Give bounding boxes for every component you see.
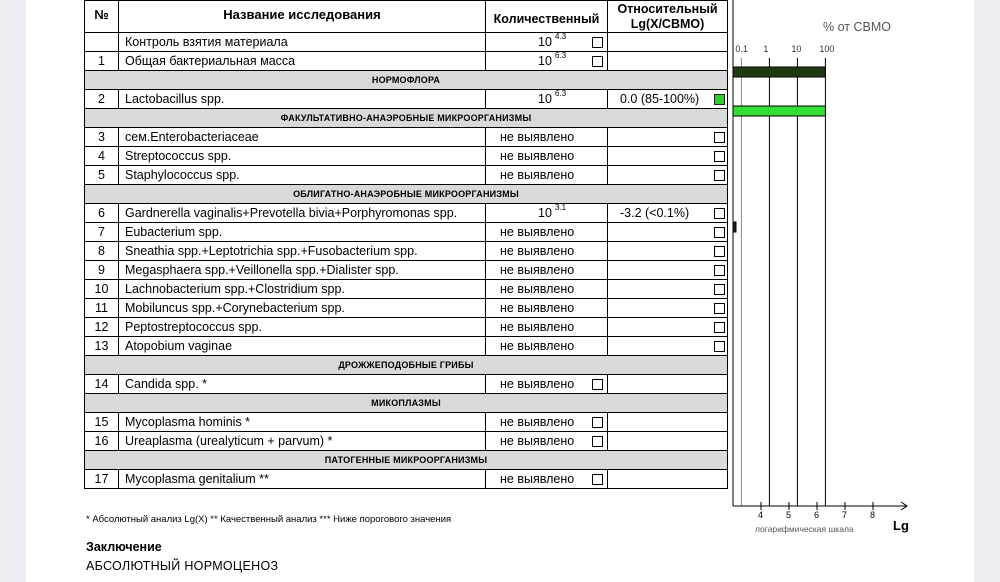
quantity-cell <box>486 223 608 242</box>
quantity-base: 10 <box>538 35 552 49</box>
chart-bar <box>733 106 825 116</box>
section-title: ПАТОГЕННЫЕ МИКРООРГАНИЗМЫ <box>85 451 728 470</box>
quantity-text: не выявлено <box>500 282 575 296</box>
results-table <box>84 0 728 489</box>
chart-bar <box>733 67 825 77</box>
conclusion-title: Заключение <box>86 540 162 554</box>
quantity-base: 10 <box>538 54 552 68</box>
quantity-text: не выявлено <box>500 472 575 486</box>
section-title: ДРОЖЖЕПОДОБНЫЕ ГРИБЫ <box>85 356 728 375</box>
relative-cell <box>608 128 728 147</box>
relative-text: -3.2 (<0.1%) <box>620 206 690 220</box>
quantity-exponent: 3.1 <box>555 203 567 212</box>
row-number: 5 <box>85 166 119 185</box>
section-title: МИКОПЛАЗМЫ <box>85 394 728 413</box>
col-header-name: Название исследования <box>119 1 486 33</box>
result-checkbox <box>592 474 603 485</box>
row-number: 9 <box>85 261 119 280</box>
result-checkbox <box>592 37 603 48</box>
quantity-exponent: 6.3 <box>555 51 567 60</box>
quantity-text: не выявлено <box>500 244 575 258</box>
chart-top-tick-label: 10 <box>791 44 802 54</box>
table-row <box>85 147 728 166</box>
col-header-quantity: Количественный <box>486 1 608 33</box>
result-checkbox <box>714 322 725 333</box>
section-row <box>85 356 728 375</box>
row-name: Eubacterium spp. <box>119 223 486 242</box>
row-name: Megasphaera spp.+Veillonella spp.+Dialister spp. <box>119 261 486 280</box>
quantity-text: не выявлено <box>500 149 575 163</box>
row-name: Gardnerella vaginalis+Prevotella bivia+Porphyromonas spp. <box>119 204 486 223</box>
relative-cell <box>608 261 728 280</box>
table-row <box>85 375 728 394</box>
result-checkbox <box>714 94 725 105</box>
quantity-base: 10 <box>538 92 552 106</box>
row-name: Mycoplasma genitalium ** <box>119 470 486 489</box>
section-row <box>85 451 728 470</box>
section-title: НОРМОФЛОРА <box>85 71 728 90</box>
chart-x-caption: логарифмическая шкала <box>755 524 854 534</box>
quantity-text: не выявлено <box>500 434 575 448</box>
table-row <box>85 242 728 261</box>
result-checkbox <box>714 341 725 352</box>
result-checkbox <box>714 303 725 314</box>
relative-cell <box>608 432 728 451</box>
row-name: Ureaplasma (urealyticum + parvum) * <box>119 432 486 451</box>
row-name: Sneathia spp.+Leptotrichia spp.+Fusobacterium spp. <box>119 242 486 261</box>
chart-top-tick-label: 100 <box>819 44 835 54</box>
quantity-text: не выявлено <box>500 377 575 391</box>
quantity-cell <box>486 33 608 52</box>
row-number: 10 <box>85 280 119 299</box>
chart-x-tick-label: 5 <box>786 510 792 520</box>
row-number: 2 <box>85 90 119 109</box>
result-checkbox <box>714 265 725 276</box>
chart-bar <box>733 222 736 232</box>
quantity-base: 10 <box>538 206 552 220</box>
quantity-text: не выявлено <box>500 320 575 334</box>
row-name: Lachnobacterium spp.+Clostridium spp. <box>119 280 486 299</box>
chart-x-tick-label: 8 <box>870 510 876 520</box>
quantity-cell <box>486 128 608 147</box>
quantity-exponent: 4.3 <box>555 32 567 41</box>
table-row <box>85 128 728 147</box>
row-number: 16 <box>85 432 119 451</box>
section-row <box>85 109 728 128</box>
row-name: Mycoplasma hominis * <box>119 413 486 432</box>
row-name: Staphylococcus spp. <box>119 166 486 185</box>
relative-cell <box>608 204 728 223</box>
row-name: Lactobacillus spp. <box>119 90 486 109</box>
section-row <box>85 394 728 413</box>
quantity-cell <box>486 242 608 261</box>
table-row <box>85 33 728 52</box>
quantity-cell <box>486 204 608 223</box>
quantity-text: не выявлено <box>500 130 575 144</box>
quantity-cell <box>486 318 608 337</box>
quantity-text: не выявлено <box>500 415 575 429</box>
result-checkbox <box>714 208 725 219</box>
quantity-cell <box>486 299 608 318</box>
relative-cell <box>608 242 728 261</box>
relative-cell <box>608 299 728 318</box>
row-number: 6 <box>85 204 119 223</box>
chart-xlabel: Lg <box>893 518 909 533</box>
section-title: ФАКУЛЬТАТИВНО-АНАЭРОБНЫЕ МИКРООРГАНИЗМЫ <box>85 109 728 128</box>
row-name: Candida spp. * <box>119 375 486 394</box>
table-row <box>85 413 728 432</box>
chart-top-tick-label: 1 <box>763 44 769 54</box>
table-row <box>85 223 728 242</box>
col-header-relative-line2: Lg(X/СВМО) <box>630 16 705 31</box>
quantity-cell <box>486 413 608 432</box>
quantity-cell <box>486 261 608 280</box>
row-number: 17 <box>85 470 119 489</box>
row-number: 15 <box>85 413 119 432</box>
result-checkbox <box>714 246 725 257</box>
quantity-exponent: 6.3 <box>555 89 567 98</box>
chart-x-tick-label: 7 <box>842 510 848 520</box>
conclusion-text: АБСОЛЮТНЫЙ НОРМОЦЕНОЗ <box>86 559 279 573</box>
result-checkbox <box>592 379 603 390</box>
row-number: 11 <box>85 299 119 318</box>
table-row <box>85 337 728 356</box>
row-number: 12 <box>85 318 119 337</box>
relative-cell <box>608 166 728 185</box>
table-row <box>85 280 728 299</box>
result-checkbox <box>592 417 603 428</box>
row-number: 1 <box>85 52 119 71</box>
quantity-cell <box>486 375 608 394</box>
row-name: Atopobium vaginae <box>119 337 486 356</box>
row-name: сем.Enterobacteriaceae <box>119 128 486 147</box>
result-checkbox <box>714 170 725 181</box>
quantity-cell <box>486 280 608 299</box>
quantity-text: не выявлено <box>500 168 575 182</box>
result-checkbox <box>714 151 725 162</box>
row-name: Общая бактериальная масса <box>119 52 486 71</box>
relative-cell <box>608 318 728 337</box>
chart-title: % от СВМО <box>823 20 891 34</box>
chart-x-tick-label: 4 <box>758 510 764 520</box>
table-row <box>85 318 728 337</box>
row-number: 14 <box>85 375 119 394</box>
relative-cell <box>608 90 728 109</box>
relative-cell <box>608 413 728 432</box>
relative-cell <box>608 470 728 489</box>
result-checkbox <box>714 284 725 295</box>
table-row <box>85 204 728 223</box>
quantity-text: не выявлено <box>500 301 575 315</box>
quantity-cell <box>486 166 608 185</box>
col-header-relative-line1: Относительный <box>617 1 718 16</box>
result-checkbox <box>592 56 603 67</box>
result-checkbox <box>714 132 725 143</box>
row-number: 13 <box>85 337 119 356</box>
relative-cell <box>608 52 728 71</box>
table-row <box>85 470 728 489</box>
relative-cell <box>608 337 728 356</box>
row-name: Peptostreptococcus spp. <box>119 318 486 337</box>
row-number: 3 <box>85 128 119 147</box>
relative-cell <box>608 147 728 166</box>
quantity-cell <box>486 52 608 71</box>
chart-x-tick-label: 6 <box>814 510 820 520</box>
quantity-text: не выявлено <box>500 225 575 239</box>
row-number: 4 <box>85 147 119 166</box>
quantity-cell <box>486 90 608 109</box>
quantity-text: не выявлено <box>500 263 575 277</box>
quantity-cell <box>486 337 608 356</box>
table-row <box>85 52 728 71</box>
relative-chart <box>731 0 931 540</box>
quantity-text: не выявлено <box>500 339 575 353</box>
section-row <box>85 185 728 204</box>
section-row <box>85 71 728 90</box>
col-header-relative <box>608 1 728 33</box>
table-row <box>85 166 728 185</box>
quantity-cell <box>486 147 608 166</box>
relative-cell <box>608 223 728 242</box>
relative-text: 0.0 (85-100%) <box>620 92 700 106</box>
results-body <box>85 33 728 489</box>
table-row <box>85 299 728 318</box>
section-title: ОБЛИГАТНО-АНАЭРОБНЫЕ МИКРООРГАНИЗМЫ <box>85 185 728 204</box>
row-name: Mobiluncus spp.+Corynebacterium spp. <box>119 299 486 318</box>
result-checkbox <box>592 436 603 447</box>
relative-cell <box>608 33 728 52</box>
relative-cell <box>608 375 728 394</box>
row-number: 7 <box>85 223 119 242</box>
col-header-num: № <box>85 1 119 33</box>
table-row <box>85 90 728 109</box>
table-row <box>85 432 728 451</box>
chart-top-tick-label: 0.1 <box>735 44 748 54</box>
relative-cell <box>608 280 728 299</box>
quantity-cell <box>486 470 608 489</box>
row-name: Контроль взятия материала <box>119 33 486 52</box>
row-number <box>85 33 119 52</box>
result-checkbox <box>714 227 725 238</box>
row-name: Streptococcus spp. <box>119 147 486 166</box>
row-number: 8 <box>85 242 119 261</box>
quantity-cell <box>486 432 608 451</box>
footnote: * Абсолютный анализ Lg(X) ** Качественный анализ *** Ниже порогового значения <box>86 514 452 525</box>
table-row <box>85 261 728 280</box>
